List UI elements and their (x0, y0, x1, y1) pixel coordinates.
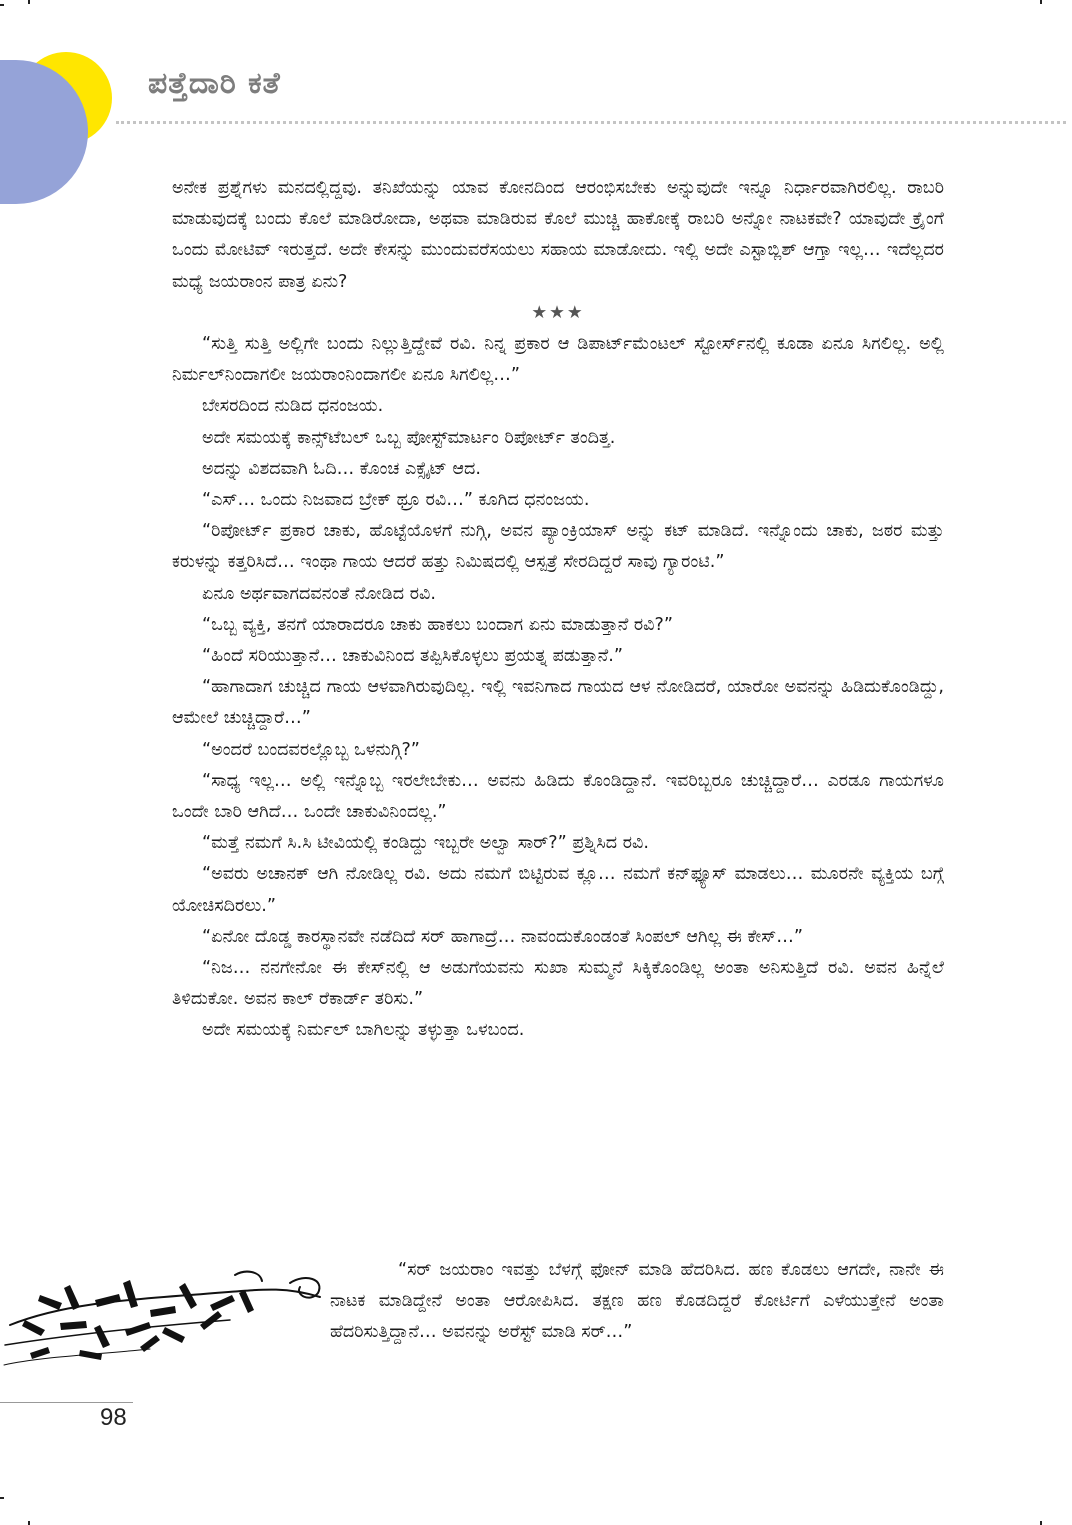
paragraph: “ಹಿಂದೆ ಸರಿಯುತ್ತಾನೆ… ಚಾಕುವಿನಿಂದ ತಪ್ಪಿಸಿಕೊಳ್ಳಲು ಪ್ರಯತ್ನ ಪಡುತ್ತಾನೆ.” (202, 646, 623, 667)
section-break-stars: ★★★ (531, 302, 585, 323)
paragraph: ಅದೇ ಸಮಯಕ್ಕೆ ಕಾನ್ಸ್‌ಟೆಬಲ್ ಒಬ್ಬ ಪೋಸ್ಟ್‌ಮಾರ್ಟಂ ರಿಪೋರ್ಟ್ ತಂದಿತ್ತ. (202, 427, 616, 448)
paragraph: “ಅವರು ಅಚಾನಕ್ ಆಗಿ ನೋಡಿಲ್ಲ ರವಿ. ಅದು ನಮಗೆ ಬಿಟ್ಟಿರುವ ಕ್ಲೂ… ನಮಗೆ ಕನ್‌ಫ್ಯೂಸ್ ಮಾಡಲು… ಮೂರನೇ ವ್ಯಕ್ತಿಯ ಬಗ್ಗೆ ಯೋಚಿಸದಿರಲು.” (172, 864, 944, 916)
footer-rule (0, 1402, 133, 1403)
paragraph: “ನಿಜ… ನನಗೇನೋ ಈ ಕೇಸ್‌ನಲ್ಲಿ ಆ ಅಡುಗೆಯವನು ಸುಖಾ ಸುಮ್ಮನೆ ಸಿಕ್ಕಿಕೊಂಡಿಲ್ಲ ಅಂತಾ ಅನಿಸುತ್ತಿದೆ ರವಿ. ಅವನ ಹಿನ್ನೆಲೆ ತಿಳಿದುಕೋ. ಅವನ ಕಾಲ್ ರೆಕಾರ್ಡ್ ತರಿಸು.” (172, 958, 944, 1010)
paragraph: “ಏನೋ ದೊಡ್ಡ ಕಾರಸ್ಥಾನವೇ ನಡೆದಿದೆ ಸರ್ ಹಾಗಾದ್ರೆ… ನಾವಂದುಕೊಂಡಂತೆ ಸಿಂಪಲ್ ಆಗಿಲ್ಲ ಈ ಕೇಸ್…” (202, 926, 803, 947)
crop-mark (0, 1497, 4, 1499)
paragraph: “ಎಸ್… ಒಂದು ನಿಜವಾದ ಬ್ರೇಕ್ ಥ್ರೂ ರವಿ…” ಕೂಗಿದ ಧನಂಜಯ. (202, 490, 590, 511)
paragraph: “ಸರ್ ಜಯರಾಂ ಇವತ್ತು ಬೆಳಗ್ಗೆ ಫೋನ್ ಮಾಡಿ ಹೆದರಿಸಿದ. ಹಣ ಕೊಡಲು ಆಗದೇ, ನಾನೇ ಈ ನಾಟಕ ಮಾಡಿದ್ದೇನೆ ಅಂತಾ ಆರೋಪಿಸಿದ. ತಕ್ಷಣ ಹಣ ಕೊಡದಿದ್ದರೆ ಕೋರ್ಟಿಗೆ ಎಳೆಯುತ್ತೇನೆ ಅಂತಾ ಹೆದರಿಸುತ್ತಿದ್ದಾನೆ… ಅವನನ್ನು ಅರೆಸ್ಟ್ ಮಾಡಿ ಸರ್…” (330, 1260, 944, 1343)
running-header-title: ಪತ್ತೆದಾರಿ ಕತೆ (148, 66, 281, 101)
paragraph: “ಅಂದರೆ ಬಂದವರಲ್ಲೊಬ್ಬ ಒಳನುಗ್ಗಿ?” (202, 739, 420, 760)
crop-mark (1040, 1521, 1042, 1525)
crop-mark (28, 0, 30, 4)
ink-sketch-illustration (0, 1265, 330, 1380)
paragraph: ಅನೇಕ ಪ್ರಶ್ನೆಗಳು ಮನದಲ್ಲಿದ್ದವು. ತನಿಖೆಯನ್ನು ಯಾವ ಕೋನದಿಂದ ಆರಂಭಿಸಬೇಕು ಅನ್ನುವುದೇ ಇನ್ನೂ ನಿರ್ಧಾರವಾಗಿರಲಿಲ್ಲ. ರಾಬರಿ ಮಾಡುವುದಕ್ಕೆ ಬಂದು ಕೊಲೆ ಮಾಡಿರೋದಾ, ಅಥವಾ ಮಾಡಿರುವ ಕೊಲೆ ಮುಚ್ಚಿ ಹಾಕೋಕ್ಕೆ ರಾಬರಿ ಅನ್ನೋ ನಾಟಕವೇ? ಯಾವುದೇ ಕ್ರೈಂಗೆ ಒಂದು ಮೋಟಿವ್ ಇರುತ್ತದೆ. ಅದೇ ಕೇಸನ್ನು ಮುಂದುವರೆಸಯಲು ಸಹಾಯ ಮಾಡೋದು. ಇಲ್ಲಿ ಅದೇ ಎಸ್ಟಾಬ್ಲಿಶ್ ಆಗ್ತಾ ಇಲ್ಲ… ಇದೆಲ್ಲದರ ಮಧ್ಯೆ ಜಯರಾಂನ ಪಾತ್ರ ಏನು? (172, 178, 944, 292)
paragraph: ಅದನ್ನು ವಿಶದವಾಗಿ ಓದಿ… ಕೊಂಚ ಎಕ್ಸೈಟ್ ಆದ. (202, 458, 481, 479)
paragraph: “ರಿಪೋರ್ಟ್ ಪ್ರಕಾರ ಚಾಕು, ಹೊಟ್ಟೆಯೊಳಗೆ ನುಗ್ಗಿ, ಅವನ ಪ್ಯಾಂಕ್ರಿಯಾಸ್ ಅನ್ನು ಕಟ್ ಮಾಡಿದೆ. ಇನ್ನೊಂದು ಚಾಕು, ಜಠರ ಮತ್ತು ಕರುಳನ್ನು ಕತ್ತರಿಸಿದೆ… ಇಂಥಾ ಗಾಯ ಆದರೆ ಹತ್ತು ನಿಮಿಷದಲ್ಲಿ ಆಸ್ಪತ್ರೆ ಸೇರದಿದ್ದರೆ ಸಾವು ಗ್ಯಾರಂಟಿ.” (172, 521, 944, 573)
body-text (172, 173, 944, 1047)
paragraph: ಏನೂ ಅರ್ಥವಾಗದವನಂತೆ ನೋಡಿದ ರವಿ. (202, 583, 436, 604)
crop-mark (1040, 0, 1042, 4)
paragraph: “ಹಾಗಾದಾಗ ಚುಚ್ಚಿದ ಗಾಯ ಆಳವಾಗಿರುವುದಿಲ್ಲ. ಇಲ್ಲಿ ಇವನಿಗಾದ ಗಾಯದ ಆಳ ನೋಡಿದರೆ, ಯಾರೋ ಅವನನ್ನು ಹಿಡಿದುಕೊಂಡಿದ್ದು, ಆಮೇಲೆ ಚುಚ್ಚಿದ್ದಾರೆ…” (172, 677, 944, 729)
crop-mark (0, 4, 4, 6)
paragraph: “ಮತ್ತೆ ನಮಗೆ ಸಿ.ಸಿ ಟೀವಿಯಲ್ಲಿ ಕಂಡಿದ್ದು ಇಬ್ಬರೇ ಅಲ್ವಾ ಸಾರ್?” ಪ್ರಶ್ನಿಸಿದ ರವಿ. (202, 833, 649, 854)
paragraph: “ಸುತ್ತಿ ಸುತ್ತಿ ಅಲ್ಲಿಗೇ ಬಂದು ನಿಲ್ಲುತ್ತಿದ್ದೇವೆ ರವಿ. ನಿನ್ನ ಪ್ರಕಾರ ಆ ಡಿಪಾರ್ಟ್‌ಮೆಂಟಲ್ ಸ್ಟೋರ್ಸ್‌ನಲ್ಲಿ ಕೂಡಾ ಏನೂ ಸಿಗಲಿಲ್ಲ. ಅಲ್ಲಿ ನಿರ್ಮಲ್‌ನಿಂದಾಗಲೀ ಜಯರಾಂನಿಂದಾಗಲೀ ಏನೂ ಸಿಗಲಿಲ್ಲ…” (172, 334, 944, 386)
page-number: 98 (100, 1404, 127, 1431)
paragraph: ಬೇಸರದಿಂದ ನುಡಿದ ಧನಂಜಯ. (202, 396, 384, 417)
crop-mark (28, 1521, 30, 1525)
paragraph: “ಸಾಧ್ಯ ಇಲ್ಲ… ಅಲ್ಲಿ ಇನ್ನೊಬ್ಬ ಇರಲೇಬೇಕು… ಅವನು ಹಿಡಿದು ಕೊಂಡಿದ್ದಾನೆ. ಇವರಿಬ್ಬರೂ ಚುಚ್ಚಿದ್ದಾರೆ… ಎರಡೂ ಗಾಯಗಳೂ ಒಂದೇ ಬಾರಿ ಆಗಿದೆ… ಒಂದೇ ಚಾಕುವಿನಿಂದಲ್ಲ.” (172, 770, 944, 823)
paragraph: ಅದೇ ಸಮಯಕ್ಕೆ ನಿರ್ಮಲ್ ಬಾಗಿಲನ್ನು ತಳ್ಳುತ್ತಾ ಒಳಬಂದ. (202, 1020, 525, 1041)
closing-paragraph (330, 1255, 944, 1349)
paragraph: “ಒಬ್ಬ ವ್ಯಕ್ತಿ, ತನಗೆ ಯಾರಾದರೂ ಚಾಕು ಹಾಕಲು ಬಂದಾಗ ಏನು ಮಾಡುತ್ತಾನೆ ರವಿ?” (202, 614, 673, 635)
header-dotted-rule (116, 121, 1066, 124)
